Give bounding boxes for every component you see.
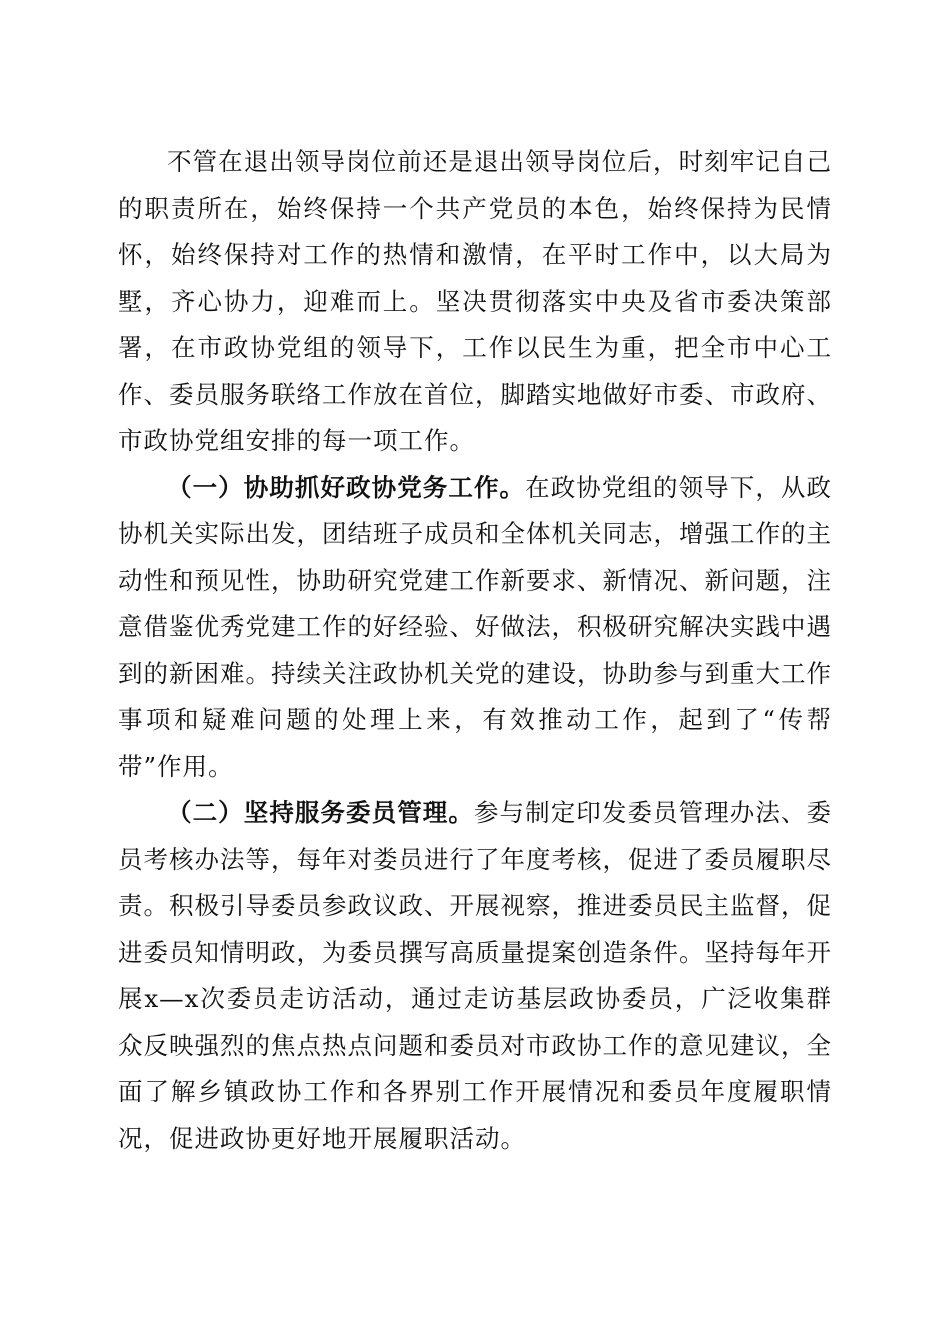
section-heading-party-affairs: （一）协助抓好政协党务工作。 (167, 472, 526, 502)
section-heading-member-management: （二）坚持服务委员管理。 (167, 798, 474, 827)
paragraph-party-affairs-text: 在政协党组的领导下，从政协机关实际出发，团结班子成员和全体机关同志，增强工作的主动性和预见性，协助研究党建工作新要求、新情况、新问题，注意借鉴优秀党建工作的好经验、好做法，积极研究解决实践中遇到的新困难。持续关注政协机关党的建设，协助参与到重大工作事项和疑难问题的处理上来，有效推动工作，起到了“传帮带”作用。 (118, 472, 833, 781)
paragraph-intro (118, 139, 832, 465)
paragraph-intro-text: 不管在退出领导岗位前还是退出领导岗位后，时刻牢记自己的职责所在，始终保持一个共产党员的本色，始终保持为民情怀，始终保持对工作的热情和激情，在平时工作中，以大局为墅，齐心协力，迎难而上。坚决贯彻落实中央及省市委决策部署，在市政协党组的领导下，工作以民生为重，把全市中心工作、委员服务联络工作放在首位，脚踏实地做好市委、市政府、市政协党组安排的每一项工作。 (118, 147, 832, 455)
document-body (118, 139, 832, 1162)
paragraph-party-affairs (118, 465, 832, 791)
paragraph-member-management-text: 参与制定印发委员管理办法、委员考核办法等，每年对娄员进行了年度考核，促进了委员履职尽责。积极引导委员参政议政、开展视察，推进委员民主监督，促进委员知情明政，为委员撰写高质量提案创造条件。坚持每年开展x—x次委员走访活动，通过走访基层政协委员，广泛收集群众反映强烈的焦点热点问题和委员对市政协工作的意见建议，全面了解乡镇政协工作和各界别工作开展情况和委员年度履职情况，促进政协更好地开展履职活动。 (118, 798, 833, 1153)
paragraph-member-management (118, 790, 832, 1162)
